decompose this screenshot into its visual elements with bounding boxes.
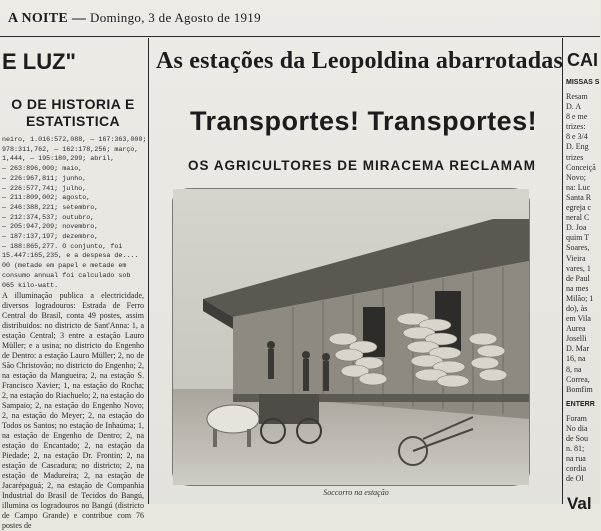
text-line: de Paul <box>566 273 590 283</box>
text-line: trizes: <box>566 122 586 132</box>
text-line: quim T <box>566 233 590 243</box>
left-kicker: E LUZ" <box>2 49 76 74</box>
text-line: Novo; <box>566 172 586 182</box>
text-line: na mes <box>566 283 589 293</box>
paper-name: A NOITE <box>8 11 69 26</box>
text-line: D. Mar <box>566 344 590 354</box>
table-row: consumo annual foi calculado sob <box>2 271 131 280</box>
headline-agricultores: OS AGRICULTORES DE MIRACEMA RECLAMAM <box>188 158 536 173</box>
table-row: — 246:388,221; setembro, <box>2 203 99 212</box>
text-line: na: Luc <box>566 182 591 192</box>
text-line: trizes <box>566 152 584 162</box>
right-heading-enterros: ENTERR <box>566 400 595 408</box>
headline-stations: As estações da Leopoldina abarrotadas <box>156 48 563 74</box>
main-article <box>150 38 562 504</box>
table-row: — 188:865,277. O conjunto, foi <box>2 242 123 251</box>
table-row: 065 kilo-watt. <box>2 281 59 290</box>
text-line: Conceiçã <box>566 162 596 172</box>
text-line: 8 e me <box>566 112 588 122</box>
headline-transportes: Transportes! Transportes! <box>190 106 538 136</box>
text-line: do), às <box>566 303 588 313</box>
statistics-table <box>0 136 148 291</box>
left-article-body: A illuminação publica a electricidade, diversos logradouros: Estrada de Ferro Central do Brasil, conta 49 postes, assim distribuidos: no districto de Sant'Anna: 1, a estação Central; 3 entre a estação Lauro Müller; e a usina; no districto do Engenho de Dentro: a estação Lauro Müller; 2, no de São Christovão; no districto do Engenho; 2, na estação da Mangueira; 2, na estação S. Francisco Xavier; 1, na estação do Rocha; 2, na estação do Riachuelo; 2, na estação do Sampaio; 2, na estação do Engenho Novo; 2, na estação do Meyer; 2, na estação do Todos os Santos; no estação de Inhaúma; 1, na estação de Engenho de Dentro; 2, na estação do Encantado; 2, na estação da Piedade; 2, na estação Dr. Frontin; 2, na estação de Cascadura; no districto; 2, na estação de Madureira; 2, na estação de Jacarépaguá; 2, na estação de Companhia Industrial do Brasil de Tecidos do Bangú, illumina os logradouros no Bangú (districto de Campo Grande) e contribue com 76 postes de <box>2 291 144 531</box>
table-row: — 226:967,811; junho, <box>2 174 87 183</box>
text-line: vares, 1 <box>566 263 591 273</box>
text-line: 8 e 3/4 <box>566 132 588 142</box>
text-line: cordia <box>566 464 586 474</box>
right-heading-3: Val <box>567 494 592 514</box>
text-line: Vieira <box>566 253 586 263</box>
text-line: Milão; 1 <box>566 293 594 303</box>
table-row: — 263:896,000; maio, <box>2 165 83 174</box>
masthead <box>0 0 600 37</box>
text-line: Foram <box>566 413 587 423</box>
left-column <box>0 38 149 531</box>
photo-caption: Soccorro na estação <box>323 488 389 497</box>
right-text-block-2 <box>563 414 601 485</box>
table-row: 978:311,762, — 162:178,256; março, <box>2 145 139 154</box>
text-line: neral C <box>566 213 590 223</box>
masthead-line <box>8 10 261 27</box>
table-row: — 226:577,741; julho, <box>2 184 87 193</box>
table-row: — 205:947,209; novembro, <box>2 223 99 232</box>
text-line: de Ol <box>566 474 584 484</box>
right-column <box>562 38 601 514</box>
text-line: Aurea <box>566 324 586 334</box>
text-line: 16, na <box>566 354 586 364</box>
masthead-separator: — <box>71 11 87 26</box>
table-row: 1,444, — 195:180,299; abril, <box>2 155 115 164</box>
text-line: Soares, <box>566 243 590 253</box>
table-row: — 187:137,197; dezembro, <box>2 233 99 242</box>
text-line: em Vila <box>566 314 591 324</box>
issue-date: Domingo, 3 de Agosto de 1919 <box>90 10 261 25</box>
table-row: 15.447:165,235, e a despesa de.... <box>2 252 139 261</box>
text-line: Joselli <box>566 334 587 344</box>
text-line: na rua <box>566 454 586 464</box>
text-line: 8, na <box>566 364 582 374</box>
text-line: No dia <box>566 423 588 433</box>
text-line: egreja c <box>566 203 592 213</box>
left-subhead: O DE HISTORIA E ESTATISTICA <box>11 96 135 129</box>
text-line: n. 81; <box>566 444 585 454</box>
text-line: Resam <box>566 92 588 101</box>
station-photograph <box>172 188 530 486</box>
text-line: Correa, <box>566 374 590 384</box>
right-subheading: MISSAS S <box>566 79 600 86</box>
right-heading: CAI <box>567 50 598 70</box>
table-row: — 212:374,537; outubro, <box>2 213 95 222</box>
text-line: D. Eng <box>566 142 589 152</box>
right-text-block <box>563 92 601 395</box>
text-line: Santa R <box>566 192 592 202</box>
table-row: neiro, 1.016:572,088, — 167:363,000; <box>2 136 147 144</box>
table-row: 00 (metade em papel e metade em <box>2 262 127 271</box>
table-row: — 211:809,002; agosto, <box>2 194 91 203</box>
text-line: D. A <box>566 102 582 112</box>
text-line: de Sou <box>566 434 588 443</box>
text-line: Bomfim <box>566 384 593 394</box>
text-line: D. Joa <box>566 223 587 233</box>
